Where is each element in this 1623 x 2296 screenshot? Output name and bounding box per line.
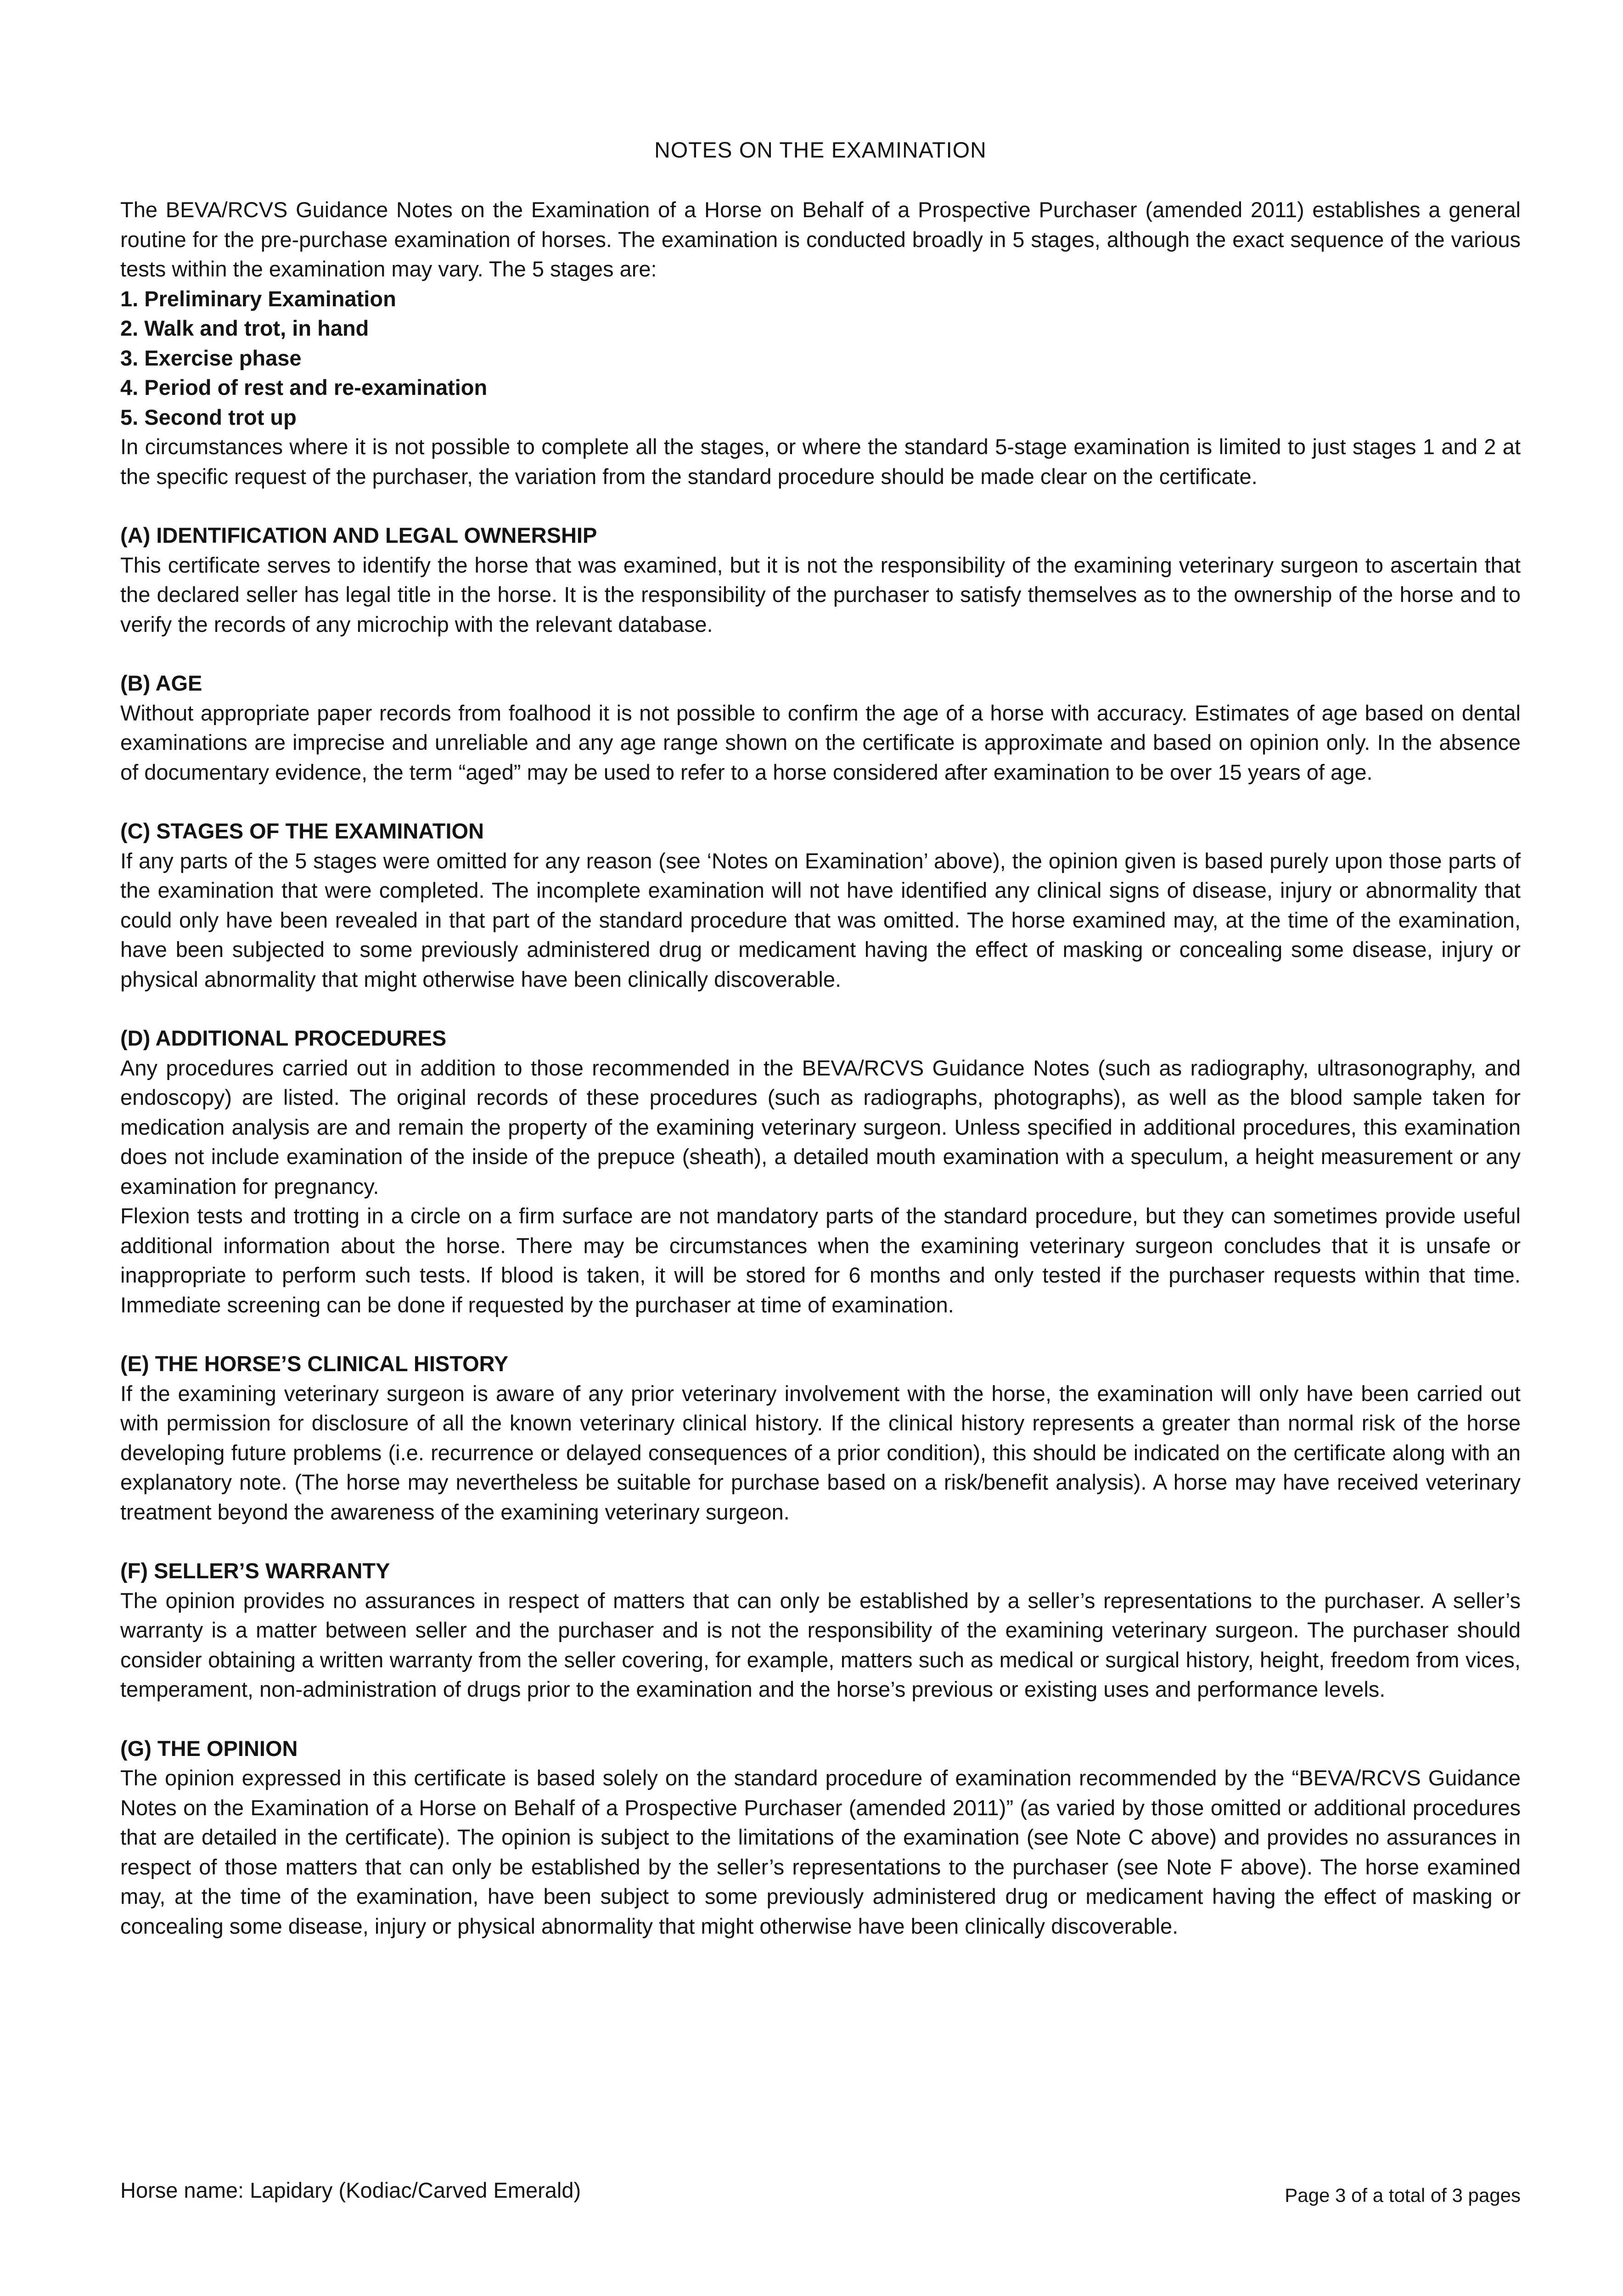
stages-list [120,284,1521,433]
section-stages [120,816,1521,994]
intro-paragraph: The BEVA/RCVS Guidance Notes on the Examination of a Horse on Behalf of a Prospective Purchaser (amended 2011) establishes a general routine for the pre-purchase examination of horses. The examination is conducted broadly in 5 stages, although the exact sequence of the various tests within the examination may vary. The 5 stages are: [120,197,1521,281]
section-paragraph: If the examining veterinary surgeon is aware of any prior veterinary involvement with the horse, the examination will only have been carried out with permission for disclosure of all the known veterinary clinical history. If the clinical history represents a greater than normal risk of the horse developing future problems (i.e. recurrence or delayed consequences of a prior condition), this should be indicated on the certificate along with an explanatory note. (The horse may nevertheless be suitable for purchase based on a risk/benefit analysis). A horse may have received veterinary treatment beyond the awareness of the examining veterinary surgeon. [120,1381,1521,1524]
section-heading: (E) THE HORSE’S CLINICAL HISTORY [120,1351,509,1376]
document-content [120,195,1521,1941]
section-paragraph: The opinion provides no assurances in respect of matters that can only be established by a seller’s representations to the purchaser. A seller’s warranty is a matter between seller and the purchaser and is not the responsibility of the examining veterinary surgeon. The purchaser should consider obtaining a written warranty from the seller covering, for example, matters such as medical or surgical history, height, freedom from vices, temperament, non-administration of drugs prior to the examination and the horse’s previous or existing uses and performance levels. [120,1588,1521,1701]
stage-item: 1. Preliminary Examination [120,286,396,311]
stage-item: 3. Exercise phase [120,345,302,370]
section-paragraph: If any parts of the 5 stages were omitted for any reason (see ‘Notes on Examination’ above), the opinion given is based purely upon those parts of the examination that were completed. The incomplete examination will not have identified any clinical signs of disease, injury or abnormality that could only have been revealed in that part of the standard procedure that was omitted. The horse examined may, at the time of the examination, have been subjected to some previously administered drug or medicament having the effect of masking or concealing some disease, injury or physical abnormality that might otherwise have been clinically discoverable. [120,848,1521,991]
stage-item: 5. Second trot up [120,405,297,429]
section-heading: (G) THE OPINION [120,1736,298,1761]
page-title: NOTES ON THE EXAMINATION [654,138,987,163]
section-heading: (C) STAGES OF THE EXAMINATION [120,819,484,843]
section-heading: (F) SELLER’S WARRANTY [120,1559,390,1583]
stage-item: 2. Walk and trot, in hand [120,316,369,340]
section-heading: (A) IDENTIFICATION AND LEGAL OWNERSHIP [120,523,597,547]
section-paragraph: Any procedures carried out in addition to those recommended in the BEVA/RCVS Guidance Notes (such as radiography, ultrasonography, and endoscopy) are listed. The original records of these procedures (such as radiographs, photographs), as well as the blood sample taken for medication analysis are and remain the property of the examining veterinary surgeon. Unless specified in additional procedures, this examination does not include examination of the inside of the prepuce (sheath), a detailed mouth examination with a speculum, a height measurement or any examination for pregnancy. [120,1055,1521,1199]
section-clinical-history [120,1349,1521,1527]
section-age [120,669,1521,787]
section-identification [120,521,1521,639]
stage-item: 4. Period of rest and re-examination [120,375,488,400]
section-additional-procedures [120,1024,1521,1320]
section-paragraph: Flexion tests and trotting in a circle on a firm surface are not mandatory parts of the standard procedure, but they can sometimes provide useful additional information about the horse. There may be circumstances when the examining veterinary surgeon concludes that it is unsafe or inappropriate to perform such tests. If blood is taken, it will be stored for 6 months and only tested if the purchaser requests within that time. Immediate screening can be done if requested by the purchaser at time of examination. [120,1204,1521,1317]
intro-closing-paragraph: In circumstances where it is not possible to complete all the stages, or where the standard 5-stage examination is limited to just stages 1 and 2 at the specific request of the purchaser, the variation from the standard procedure should be made clear on the certificate. [120,434,1521,489]
section-heading: (D) ADDITIONAL PROCEDURES [120,1026,447,1050]
section-paragraph: Without appropriate paper records from foalhood it is not possible to confirm the age of a horse with accuracy. Estimates of age based on dental examinations are imprecise and unreliable and any age range shown on the certificate is approximate and based on opinion only. In the absence of documentary evidence, the term “aged” may be used to refer to a horse considered after examination to be over 15 years of age. [120,700,1521,784]
section-paragraph: The opinion expressed in this certificate is based solely on the standard procedure of examination recommended by the “BEVA/RCVS Guidance Notes on the Examination of a Horse on Behalf of a Prospective Purchaser (amended 2011)” (as varied by those omitted or additional procedures that are detailed in the certificate). The opinion is subject to the limitations of the examination (see Note C above) and provides no assurances in respect of those matters that can only be established by the seller’s representations to the purchaser (see Note F above). The horse examined may, at the time of the examination, have been subject to some previously administered drug or medicament having the effect of masking or concealing some disease, injury or physical abnormality that might otherwise have been clinically discoverable. [120,1766,1521,1938]
footer-horse-name: Horse name: Lapidary (Kodiac/Carved Emerald) [120,2178,581,2202]
document-page [120,0,1521,2296]
section-sellers-warranty [120,1556,1521,1705]
section-paragraph: This certificate serves to identify the horse that was examined, but it is not the responsibility of the examining veterinary surgeon to ascertain that the declared seller has legal title in the horse. It is the responsibility of the purchaser to satisfy themselves as to the ownership of the horse and to verify the records of any microchip with the relevant database. [120,552,1521,636]
section-heading: (B) AGE [120,671,202,695]
intro-section [120,195,1521,491]
section-opinion [120,1734,1521,1941]
footer-page-number: Page 3 of a total of 3 pages [1285,2184,1521,2206]
